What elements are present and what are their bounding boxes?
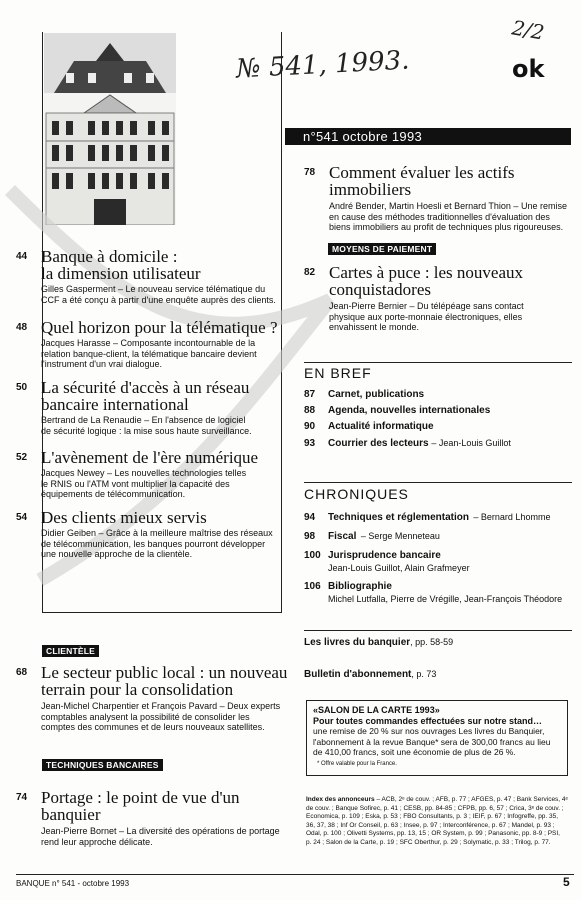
article-desc: Jean-Pierre Bernier – Du télépéage sans contact [329,301,524,311]
annonceurs-line: de couv. ; Banque Sofirec, p. 41 ; CESB, pp. 84-85 ; CFPB, pp. 6, 57 ; Crica, 3ᵉ de couv. ; [306,804,564,812]
en-bref-item[interactable] [304,389,574,401]
chroniques-list [304,510,580,605]
item-title: Agenda, nouvelles internationales [328,405,491,416]
livres-pages: , pp. 58-59 [410,637,454,647]
article-desc: rend leur approche délicate. [41,836,153,847]
article-desc: Jacques Newey – Les nouvelles technologies telles [41,468,247,478]
article-desc: Bertrand de La Renaudie – En l'absence de logiciel [41,415,246,425]
annonceurs-line: p. 24 ; Salon de la Carte, p. 19 ; SFC Oberthur, p. 29 ; Solymatic, p. 33 ; Trilog, p. 77. [306,838,551,846]
article-desc: de télécommunication, les banques pourront développer [41,538,266,549]
article-desc: le RNIS ou l'ATM vont multiplier la capacité des [41,478,230,489]
salon-line: une remise de 20 % sur nos ouvrages Les livres du Banquier, [313,726,545,736]
livres-rule [304,630,572,631]
article-title[interactable]: Le secteur public local : un nouveau [41,663,288,682]
article-page-number: 78 [304,167,316,178]
article-desc: comptes des communes et de leurs nouveaux satellites. [41,722,265,732]
en-bref-item[interactable] [304,405,574,417]
left-article-52 [16,449,281,500]
chronique-item[interactable] [304,548,580,574]
item-page-number: 93 [304,438,316,449]
item-page-number: 100 [304,550,321,561]
article-title-line2[interactable]: la dimension utilisateur [41,264,201,283]
article-desc: une nouvelle approche de la clientèle. [41,549,193,559]
article-title[interactable]: Comment évaluer les actifs immobiliers [329,163,515,199]
section-tag-moyens-de-paiement: MOYENS DE PAIEMENT [328,243,436,255]
handwritten-ok-mark: ok [512,55,545,83]
handwritten-page-fraction: 2/2 [510,15,547,45]
article-title-line2[interactable]: bancaire international [41,395,189,414]
salon-line: l'abonnement à la revue Banque* sera de 300,00 francs au lieu [313,736,551,747]
article-desc: l'instrument d'un vrai dialogue. [41,359,163,369]
article-page-number: 48 [16,322,28,333]
item-page-number: 88 [304,405,316,416]
article-page-number: 44 [16,251,28,262]
article-desc: équipements de télécommunication. [41,489,186,499]
article-title[interactable]: Cartes à puce : les nouveaux [329,263,524,282]
right-article-78 [304,164,574,233]
livres-title: Les livres du banquier [304,637,411,648]
article-desc: en cause des méthodes traditionnelles d'évaluation des [329,211,550,222]
livres-link[interactable] [304,637,453,648]
article-title[interactable]: L'avènement de l'ère numérique [41,448,259,467]
annonceurs-text: – ACB, 2ᵉ de couv. ; AFB, p. 77 ; AFGES, p. 47 ; Bank Services, 4ᵉ [376,796,568,803]
salon-line: de 410,00 francs, soit une économie de plus de 26 %. [313,747,516,757]
en-bref-item[interactable] [304,437,574,450]
techniques-article [16,789,301,847]
left-article-54 [16,509,281,560]
annonceurs-line: 36, 37, 38 ; Inf Or Conseil, p. 63 ; Insee, p. 97 ; Interconférence, p. 67 ; Mandel, p. 93 ; [306,821,555,829]
salon-note: * Offre valable pour la France. [317,760,397,767]
chroniques-rule [304,482,572,483]
article-page-number: 54 [16,512,28,523]
footer-issue: BANQUE n° 541 - octobre 1993 [16,879,130,888]
footer-page-number: 5 [563,875,570,889]
chronique-item[interactable] [304,510,580,524]
salon-box [306,700,568,776]
annonceurs-line [306,796,576,805]
item-title: Fiscal [328,531,357,542]
article-desc: Didier Geiben – Grâce à la meilleure maîtrise des réseaux [41,528,273,538]
article-desc: biens immobiliers au profit de techniques plus rigoureuses. [329,222,564,232]
article-desc: Jean-Michel Charpentier et François Pavard – Deux experts [41,701,281,711]
item-title: Actualité informatique [328,421,434,432]
salon-title: «SALON DE LA CARTE 1993» [313,705,440,715]
left-article-48 [16,319,281,370]
item-authors: Jean-Louis Guillot, Alain Grafmeyer [328,563,470,573]
item-author: – Jean-Louis Guillot [431,438,511,448]
item-title: Courrier des lecteurs [328,438,429,449]
article-desc: de sécurité logique : la mise sous haute surveillance. [41,425,252,436]
chronique-item[interactable] [304,579,580,605]
item-page-number: 94 [304,512,316,523]
item-title: Bibliographie [328,581,392,592]
article-desc: physique aux porte-monnaie électroniques, elles [329,311,523,322]
item-authors: Michel Lutfalla, Pierre de Vrégille, Jean-François Théodore [328,594,563,604]
item-author: – Serge Menneteau [360,531,440,541]
section-tag-clientele: CLIENTÈLE [42,645,99,657]
annonceurs-index [306,796,576,847]
bulletin-pages: , p. 73 [411,669,437,679]
item-title: Carnet, publications [328,389,425,400]
annonceurs-label: Index des annonceurs [306,796,375,803]
en-bref-heading: EN BREF [304,365,372,381]
article-desc: Jean-Pierre Bornet – La diversité des opérations de portage [41,826,280,836]
article-desc: Gilles Gasperment – Le nouveau service télématique du [41,284,266,294]
article-page-number: 68 [16,667,28,678]
bulletin-link[interactable] [304,669,436,680]
article-title[interactable]: La sécurité d'accès à un réseau [41,378,250,397]
annonceurs-line: Odal, p. 100 ; Olivetti Systems, pp. 13, 15 ; OR System, p. 99 ; Panasonic, pp. 8-9 ; PSI, [306,830,560,837]
article-title-line2[interactable]: conquistadores [329,280,431,299]
item-page-number: 98 [304,531,316,542]
clientele-article [16,664,296,733]
en-bref-rule [304,362,572,363]
article-desc: CCF a été conçu à partir d'une enquête auprès des clients. [41,294,276,305]
issue-bar-text: n°541 octobre 1993 [303,129,423,144]
chronique-item[interactable] [304,529,580,543]
bulletin-title: Bulletin d'abonnement [304,669,412,680]
article-desc: comptables analysent la possibilité de consolider les [41,711,250,722]
handwritten-issue-note: № 541, 1993. [235,45,411,85]
footer-rule [16,874,574,875]
article-title[interactable]: Des clients mieux servis [41,508,207,527]
article-title[interactable]: Quel horizon pour la télématique ? [41,318,278,337]
article-desc: envahissent le monde. [329,322,420,332]
en-bref-list [304,389,574,450]
item-title: Jurisprudence bancaire [328,550,441,561]
article-page-number: 50 [16,382,28,393]
salon-subtitle: Pour toutes commandes effectuées sur notre stand… [313,715,543,726]
article-title-line2[interactable]: terrain pour la consolidation [41,680,234,699]
en-bref-item[interactable] [304,421,574,433]
annonceurs-line: Economica, p. 109 ; Eska, p. 53 ; FBO Consultants, p. 3 ; IEIF, p. 67 ; Infogreffe, pp. 35, [306,813,559,820]
article-page-number: 52 [16,452,28,463]
item-page-number: 106 [304,581,321,592]
chroniques-heading: CHRONIQUES [304,486,409,502]
item-page-number: 87 [304,389,316,400]
article-page-number: 82 [304,267,316,278]
article-page-number: 74 [16,792,28,803]
article-desc: André Bender, Martin Hoesli et Bernard Thion – Une remise [329,201,567,211]
left-article-44 [16,248,281,305]
right-article-82 [304,264,574,333]
left-article-50 [16,379,281,436]
section-tag-techniques-bancaires: TECHNIQUES BANCAIRES [42,759,163,771]
issue-bar [285,128,571,145]
item-title: Techniques et réglementation [328,512,469,523]
article-desc: Jacques Harasse – Composante incontournable de la [41,338,256,348]
item-author: – Bernard Lhomme [473,512,551,522]
article-title[interactable]: Portage : le point de vue d'un banquier [41,788,240,824]
item-page-number: 90 [304,421,316,432]
article-desc: relation banque-client, la télématique bancaire devient [41,348,257,359]
article-title[interactable]: Banque à domicile : [41,247,178,266]
